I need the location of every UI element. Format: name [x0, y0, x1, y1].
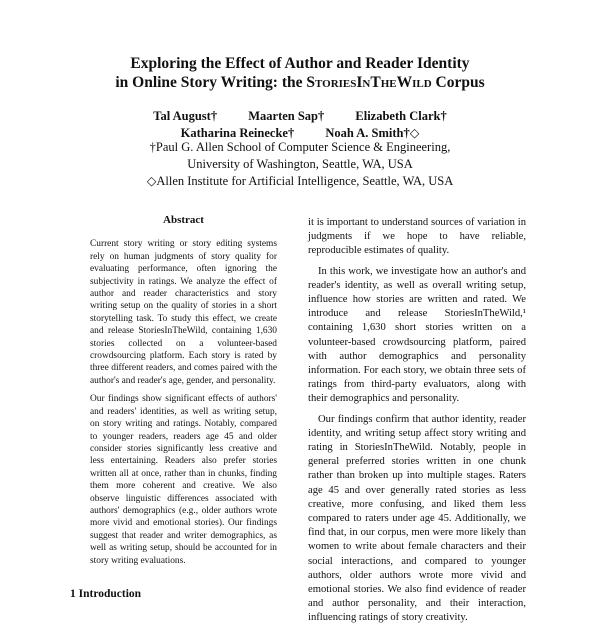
- abstract-paragraph: Current story writing or story editing systems rely on human judgments of story quality for evaluating performance, often ignoring the subjectivity in ratings. We analyze the effect of author and reader characteristics and story writing setup on the quality of stories in a short storytelling task. To study this effect, we create and release StoriesInTheWild, containing 1,630 stories collected on a volunteer-based crowdsourcing platform. Each story is rated by three different readers, and comes paired with the author's and reader's age, gender, and personality.: [90, 239, 277, 386]
- affiliation-line: †Paul G. Allen School of Computer Science & Engineering,: [149, 140, 451, 154]
- body-paragraph: it is important to understand sources of variation in judgments if we hope to have reliable, reproducible estimates of quality.: [308, 217, 526, 257]
- author-list: [40, 108, 560, 142]
- body-paragraph: Our findings confirm that author identity, reader identity, and writing setup affect story writing and rating in StoriesInTheWild. Notably, people in general preferred stories written in one chunk rather than broken up into multiple stages. Raters age 45 and over generally rated stories as less creative, more confusing, and liked them less compared to raters under age 45. Additionally, we find that, in our corpus, men were more likely than women to write about female characters and their social interactions, and compared to younger authors, older authors wrote more vivid and emotional stories. We also find evidence of reader and author personality, and their interaction, influencing ratings of story creativity.: [308, 413, 526, 624]
- section-heading: 1 Introduction: [70, 588, 142, 600]
- title-line-2: [40, 73, 560, 92]
- title-line-2-part-a: in Online Story Writing: the: [115, 74, 303, 91]
- corpus-name: StoriesInTheWild: [306, 74, 432, 91]
- right-column: [308, 216, 526, 632]
- affiliations: [40, 139, 560, 190]
- abstract-paragraph: Our findings show significant effects of authors' and readers' identities, as well as writing setup, on story writing and ratings. Notably, compared to younger readers, readers age 45 and older consider stories significantly less creative and less entertaining. Readers also prefer stories written all at once, rather than in chunks, finding them more coherent and creative. We also observe linguistic differences associated with authors' demographics (e.g., older authors wrote more vivid and emotional stories). Our findings suggest that reader and writer demographics, as well as writing setup, should be accounted for in story writing evaluations.: [90, 394, 277, 566]
- author-name: Elizabeth Clark†: [355, 109, 447, 123]
- body-paragraph: In this work, we investigate how an author's and reader's identity, as well as overall writing setup, influence how stories are written and rated. We introduce and release StoriesInTheWild,¹ containing 1,630 short stories written on a volunteer-based crowdsourcing platform, paired with author demographics and personality information. For each story, we obtain three sets of ratings from third-party evaluators, along with their demographics and personality.: [308, 265, 526, 405]
- abstract-heading: Abstract: [163, 214, 204, 226]
- author-name: Maarten Sap†: [248, 109, 325, 123]
- author-row-1: [40, 108, 560, 125]
- author-name: Katharina Reinecke†: [180, 126, 295, 140]
- title-line-1: Exploring the Effect of Author and Reader Identity: [130, 55, 470, 72]
- title-line-2-part-b: Corpus: [435, 74, 485, 91]
- affiliation-line: University of Washington, Seattle, WA, USA: [187, 157, 413, 171]
- author-name: Tal August†: [153, 109, 218, 123]
- paper-title: [40, 54, 560, 92]
- left-column: [90, 214, 277, 573]
- affiliation-line: ◇Allen Institute for Artificial Intelligence, Seattle, WA, USA: [146, 174, 454, 188]
- author-name: Noah A. Smith†◇: [325, 126, 420, 140]
